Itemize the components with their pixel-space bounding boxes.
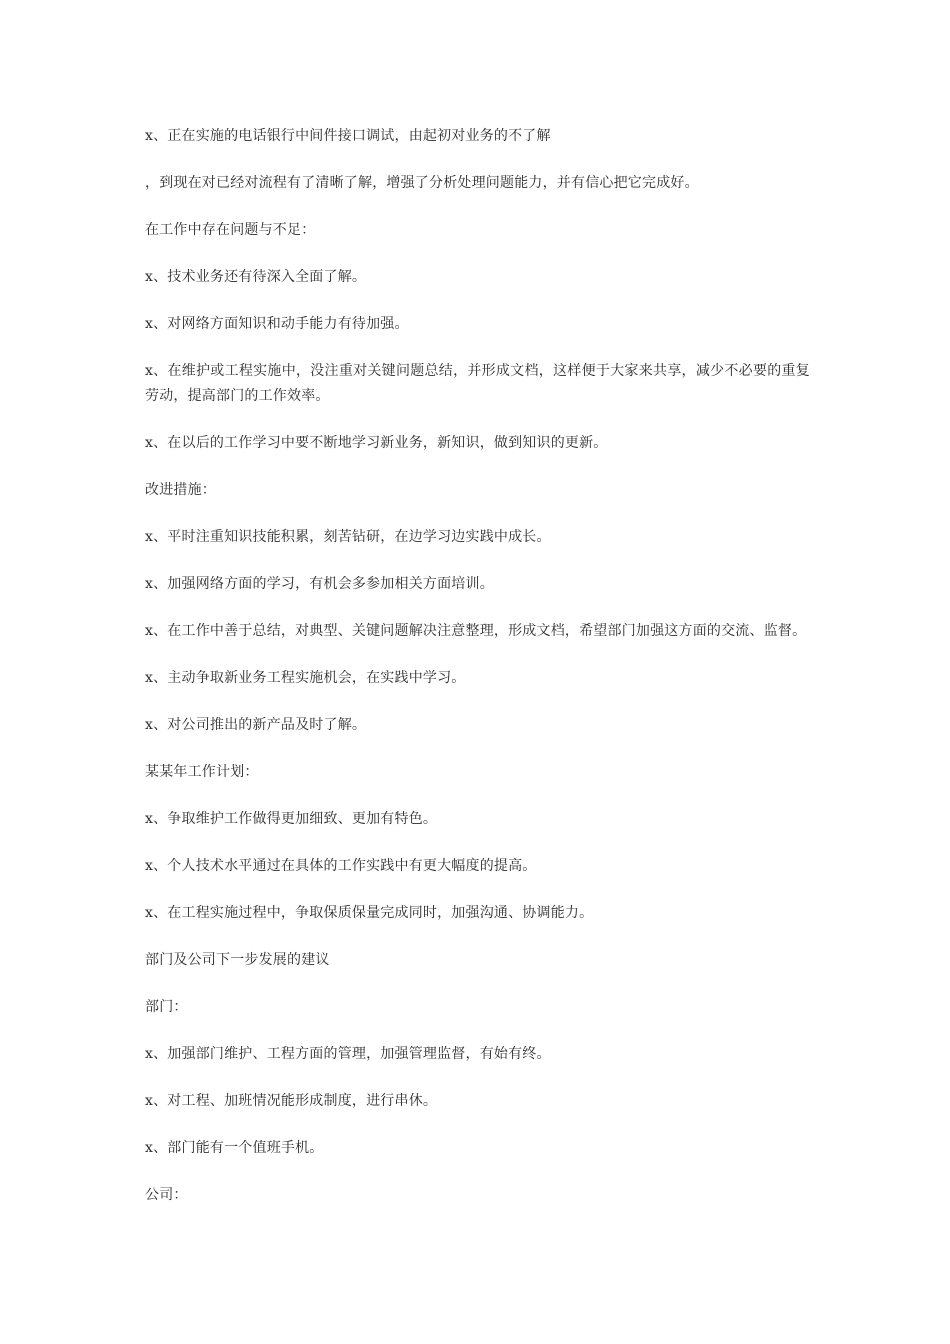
- subheading-department: 部门：: [145, 999, 188, 1015]
- list-item-department-suggestion: x、对工程、加班情况能形成制度，进行串休。: [145, 1093, 438, 1109]
- list-item-problem: x、对网络方面知识和动手能力有待加强。: [145, 316, 409, 332]
- list-item-problem: x、在以后的工作学习中要不断地学习新业务，新知识，做到知识的更新。: [145, 435, 608, 451]
- heading-suggestions: 部门及公司下一步发展的建议: [145, 952, 330, 968]
- list-item-improvement: x、加强网络方面的学习，有机会多参加相关方面培训。: [145, 576, 494, 592]
- paragraph-progress: x、正在实施的电话银行中间件接口调试，由起初对业务的不了解: [145, 128, 551, 144]
- heading-improvements: 改进措施：: [145, 482, 216, 498]
- list-item-plan: x、在工程实施过程中，争取保质保量完成同时，加强沟通、协调能力。: [145, 905, 594, 921]
- list-item-improvement: x、对公司推出的新产品及时了解。: [145, 717, 367, 733]
- document-body: [145, 124, 810, 1230]
- list-item-plan: x、个人技术水平通过在具体的工作实践中有更大幅度的提高。: [145, 858, 537, 874]
- list-item-improvement: x、主动争取新业务工程实施机会，在实践中学习。: [145, 670, 466, 686]
- list-item-problem: x、技术业务还有待深入全面了解。: [145, 269, 367, 285]
- list-item-problem: x、在维护或工程实施中，没注重对关键问题总结，并形成文档，这样便于大家来共享，减少不必要的重复劳动，提高部门的工作效率。: [145, 363, 810, 404]
- heading-work-plan: 某某年工作计划：: [145, 764, 259, 780]
- list-item-department-suggestion: x、加强部门维护、工程方面的管理，加强管理监督，有始有终。: [145, 1046, 551, 1062]
- list-item-plan: x、争取维护工作做得更加细致、更加有特色。: [145, 811, 438, 827]
- list-item-improvement: x、平时注重知识技能积累，刻苦钻研，在边学习边实践中成长。: [145, 529, 551, 545]
- paragraph-progress-continued: ，到现在对已经对流程有了清晰了解，增强了分析处理问题能力，并有信心把它完成好。: [145, 175, 699, 191]
- list-item-department-suggestion: x、部门能有一个值班手机。: [145, 1140, 324, 1156]
- list-item-improvement: x、在工作中善于总结，对典型、关键问题解决注意整理，形成文档，希望部门加强这方面的交流、监督。: [145, 623, 807, 639]
- heading-problems: 在工作中存在问题与不足：: [145, 222, 316, 238]
- subheading-company: 公司：: [145, 1187, 188, 1203]
